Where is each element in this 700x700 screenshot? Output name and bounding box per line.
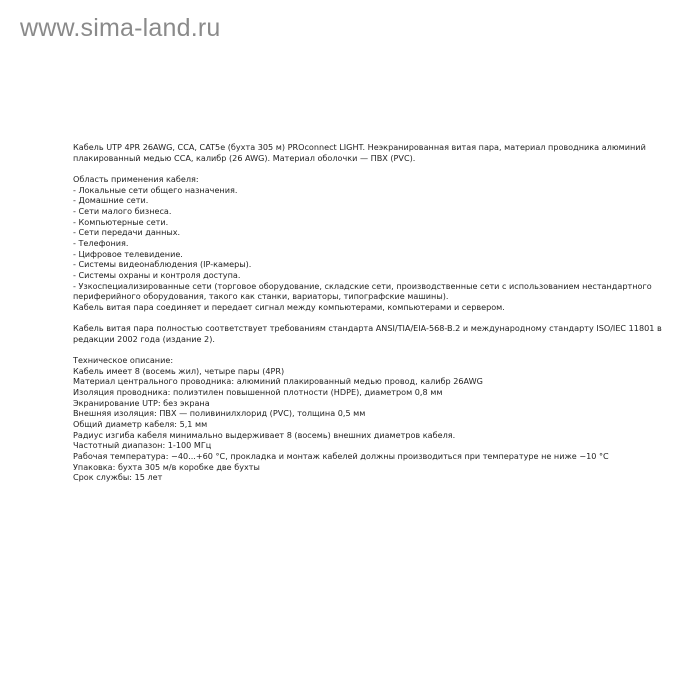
usage-item: Кабель витая пара соединяет и передает сигнал между компьютерами, компьютерами и сервером. <box>73 301 505 312</box>
usage-section <box>73 173 652 313</box>
text-line: Кабель витая пара полностью соответствует требованиям стандарта ANSI/TIA/EIA-568-B.2 и международному стандарту ISO/IEC 11801 в <box>73 323 662 334</box>
usage-item: - Узкоспециализированные сети (торговое оборудование, складские сети, производственные сети с использованием нестандартного <box>73 280 652 291</box>
usage-item: - Цифровое телевидение. <box>73 248 183 259</box>
tech-spec-item: Упаковка: бухта 305 м/в коробке две бухты <box>73 461 260 472</box>
usage-item: - Компьютерные сети. <box>73 216 169 227</box>
standard-paragraph <box>73 323 662 344</box>
usage-item: - Телефония. <box>73 237 129 248</box>
usage-item: - Сети передачи данных. <box>73 227 181 238</box>
tech-section <box>73 355 633 483</box>
tech-list <box>73 366 633 483</box>
tech-spec-item: Экранирование UTP: без экрана <box>73 397 210 408</box>
usage-item: периферийного оборудования, такого как станки, вариаторы, типографские машины). <box>73 291 449 302</box>
intro-paragraph <box>73 142 646 163</box>
usage-item: - Домашние сети. <box>73 195 149 206</box>
tech-spec-item: Общий диаметр кабеля: 5,1 мм <box>73 419 208 430</box>
usage-item: - Системы видеонаблюдения (IP-камеры). <box>73 259 252 270</box>
tech-title: Техническое описание: <box>73 355 174 366</box>
tech-spec-item: Радиус изгиба кабеля минимально выдерживает 8 (восемь) внешних диаметров кабеля. <box>73 429 456 440</box>
site-watermark: www.sima-land.ru <box>20 14 221 42</box>
tech-spec-item: Рабочая температура: −40...+60 °C, прокладка и монтаж кабелей должны производиться при температуре не ниже −10 °C <box>73 450 609 461</box>
tech-spec-item: Срок службы: 15 лет <box>73 472 163 483</box>
usage-item: - Локальные сети общего назначения. <box>73 184 238 195</box>
text-line: Кабель UTP 4PR 26AWG, CCA, CAT5e (бухта 305 м) PROconnect LIGHT. Неэкранированная витая пара, материал проводника алюминий <box>73 142 646 152</box>
tech-spec-item: Частотный диапазон: 1-100 МГц <box>73 440 212 451</box>
tech-spec-item: Кабель имеет 8 (восемь жил), четыре пары (4PR) <box>73 365 285 376</box>
product-description <box>73 142 662 483</box>
tech-spec-item: Изоляция проводника: полиэтилен повышенной плотности (HDPE), диаметром 0,8 мм <box>73 387 443 398</box>
usage-list <box>73 184 652 313</box>
text-line: редакции 2002 года (издание 2). <box>73 333 215 344</box>
text-line: плакированный медью CCA, калибр (26 AWG). Материал оболочки — ПВХ (PVC). <box>73 152 416 163</box>
tech-spec-item: Материал центрального проводника: алюминий плакированный медью провод, калибр 26AWG <box>73 376 483 387</box>
usage-item: - Сети малого бизнеса. <box>73 205 172 216</box>
usage-item: - Системы охраны и контроля доступа. <box>73 269 241 280</box>
usage-title: Область применения кабеля: <box>73 173 199 184</box>
tech-spec-item: Внешняя изоляция: ПВХ — поливинилхлорид (PVC), толщина 0,5 мм <box>73 408 366 419</box>
